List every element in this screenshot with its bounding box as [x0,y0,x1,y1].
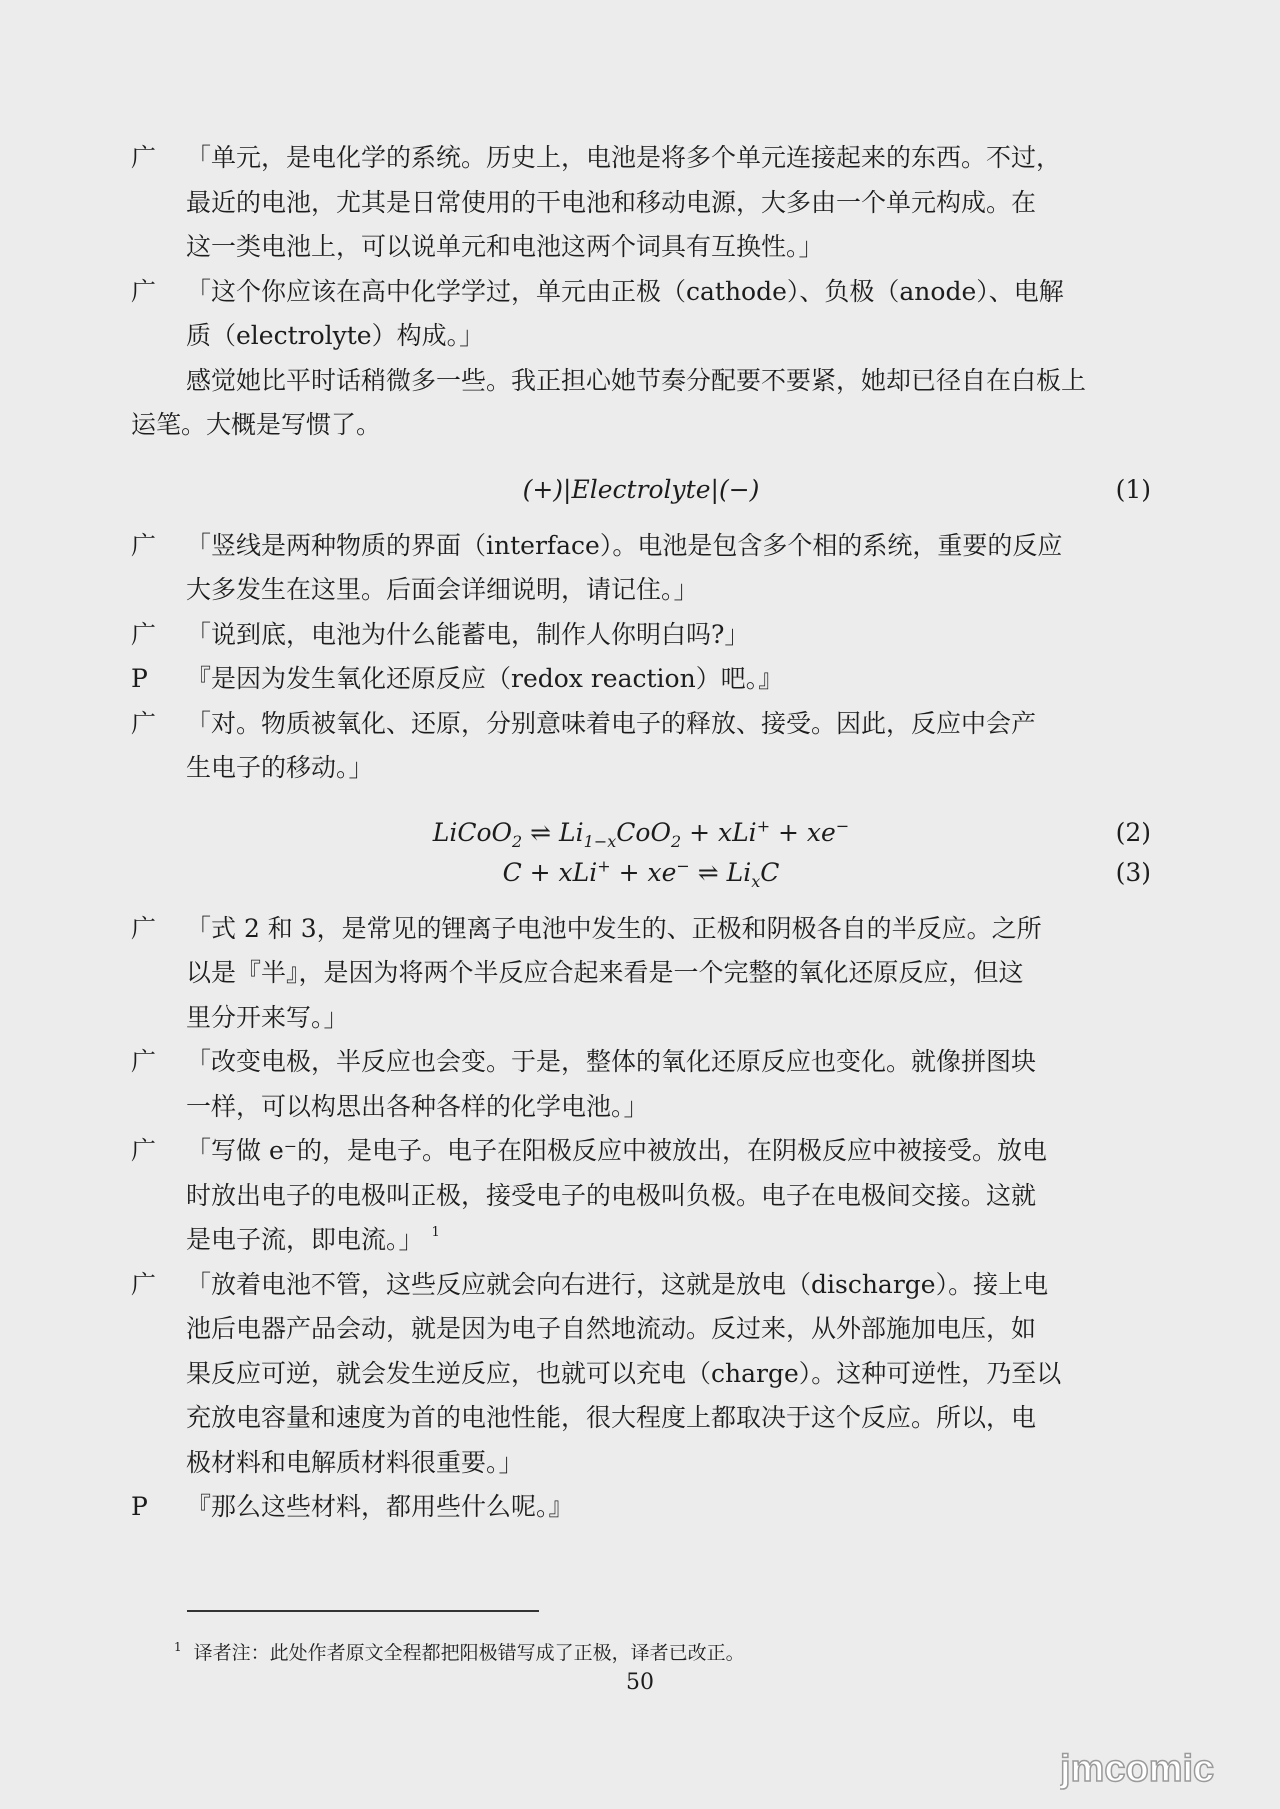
dialogue-line [131,270,1151,315]
dialogue-text: 果反应可逆，就会发生逆反应，也就可以充电（charge）。这种可逆性，乃至以 [186,1358,1062,1388]
dialogue-line [131,568,1151,613]
dialogue-line [131,1485,1151,1530]
speaker-label: P [131,664,148,693]
dialogue-text: 「对。物质被氧化、还原，分别意味着电子的释放、接受。因此，反应中会产 [186,708,1037,738]
dialogue-line [131,702,1151,747]
dialogue-text: 大多发生在这里。后面会详细说明，请记住。」 [186,575,699,604]
narration-line [131,359,1151,404]
dialogue-line [131,524,1151,569]
dialogue-text: 『是因为发生氧化还原反应（redox reaction）吧。』 [186,664,784,693]
dialogue-text: 质（electrolyte）构成。」 [186,321,485,350]
equation-1 [131,470,1151,510]
speaker-label: 广 [131,530,157,560]
dialogue-line [131,1218,1151,1263]
equation-expression: C + xLi+ + xe− ⇌ $Li_xC$ [502,856,780,891]
dialogue-line [131,1040,1151,1085]
equation-number: (1) [1115,474,1151,504]
dialogue-text: 「改变电极，半反应也会变。于是，整体的氧化还原反应也变化。就像拼图块 [186,1047,1037,1076]
dialogue-line [131,1263,1151,1308]
watermark-logo [1060,1743,1260,1795]
speaker-label: 广 [131,1269,157,1299]
equation-expression: LiCoO$_2$ ⇌ $Li_{1-x}CoO_2 + xLi^+ + xe^-$ [432,816,850,851]
dialogue-line [131,1441,1151,1486]
dialogue-text: 极材料和电解质材料很重要。」 [186,1447,524,1477]
dialogue-text: 这一类电池上，可以说单元和电池这两个词具有互换性。」 [186,232,824,261]
dialogue-line [131,951,1151,996]
watermark-text: jmcomic [1060,1748,1215,1790]
speaker-label: P [131,1492,148,1521]
page-number: 50 [626,1670,654,1695]
narration-line [131,403,1151,448]
narration-text: 感觉她比平时话稍微多一些。我正担心她节奏分配要不要紧，她却已径自在白板上 [186,365,1087,395]
dialogue-text: 是电子流，即电流。」 $^1$ [186,1225,440,1254]
dialogue-line [131,1396,1151,1441]
dialogue-line [131,746,1151,791]
equation-number: (2) [1115,817,1151,847]
dialogue-line [131,996,1151,1041]
dialogue-text: 「放着电池不管，这些反应就会向右进行，这就是放电（discharge）。接上电 [186,1269,1049,1299]
footnote-reference[interactable]: 1 [431,1225,440,1240]
dialogue-text: 「说到底，电池为什么能蓄电，制作人你明白吗?」 [186,619,750,649]
dialogue-text: 里分开来写。」 [186,1002,349,1032]
dialogue-text: 「单元，是电化学的系统。历史上，电池是将多个单元连接起来的东西。不过， [186,143,1062,172]
speaker-label: 广 [131,619,157,649]
equation-number: (3) [1115,857,1151,887]
dialogue-text: 「竖线是两种物质的界面（interface）。电池是包含多个相的系统，重要的反应 [186,530,1063,560]
dialogue-text: 时放出电子的电极叫正极，接受电子的电极叫负极。电子在电极间交接。这就 [186,1180,1037,1210]
dialogue-text: 「写做 e⁻的，是电子。电子在阳极反应中被放出，在阴极反应中被接受。放电 [186,1136,1047,1165]
footnote-text: 译者注：此处作者原文全程都把阳极错写成了正极，译者已改正。 [193,1642,745,1664]
dialogue-line [131,136,1151,181]
speaker-label: 广 [131,913,157,943]
dialogue-text: 『那么这些材料，都用些什么呢。』 [186,1492,574,1521]
footnote-number: 1 [174,1640,182,1654]
dialogue-text: 以是『半』，是因为将两个半反应合起来看是一个完整的氧化还原反应，但这 [186,958,1024,987]
speaker-label: 广 [131,1047,157,1076]
speaker-label: 广 [131,143,157,172]
speaker-label: 广 [131,276,157,306]
dialogue-text: 充放电容量和速度为首的电池性能，很大程度上都取决于这个反应。所以，电 [186,1403,1037,1432]
dialogue-text: 池后电器产品会动，就是因为电子自然地流动。反过来，从外部施加电压，如 [186,1314,1037,1343]
dialogue-line [131,907,1151,952]
narration-text: 运笔。大概是写惯了。 [131,410,382,439]
dialogue-line [131,314,1151,359]
dialogue-text: 「式 2 和 3，是常见的锂离子电池中发生的、正极和阴极各自的半反应。之所 [186,913,1042,943]
dialogue-line [131,613,1151,658]
dialogue-line [131,1307,1151,1352]
dialogue-line [131,1085,1151,1130]
dialogue-line [131,181,1151,226]
equation-2 [131,813,1151,853]
dialogue-line [131,1129,1151,1174]
footnote [174,1632,745,1668]
dialogue-line [131,1174,1151,1219]
equation-3 [131,853,1151,893]
dialogue-line [131,657,1151,702]
dialogue-text: 「这个你应该在高中化学学过，单元由正极（cathode）、负极（anode）、电解 [186,276,1064,306]
dialogue-line [131,225,1151,270]
dialogue-text: 一样，可以构思出各种各样的化学电池。」 [186,1091,649,1121]
page-body [131,136,1151,1530]
footnote-divider [187,1610,539,1612]
dialogue-text: 生电子的移动。」 [186,753,374,782]
dialogue-line [131,1352,1151,1397]
dialogue-text: 最近的电池，尤其是日常使用的干电池和移动电源，大多由一个单元构成。在 [186,187,1037,217]
equation-expression: (+)|Electrolyte|(−) [522,474,760,504]
speaker-label: 广 [131,708,157,738]
speaker-label: 广 [131,1136,157,1165]
